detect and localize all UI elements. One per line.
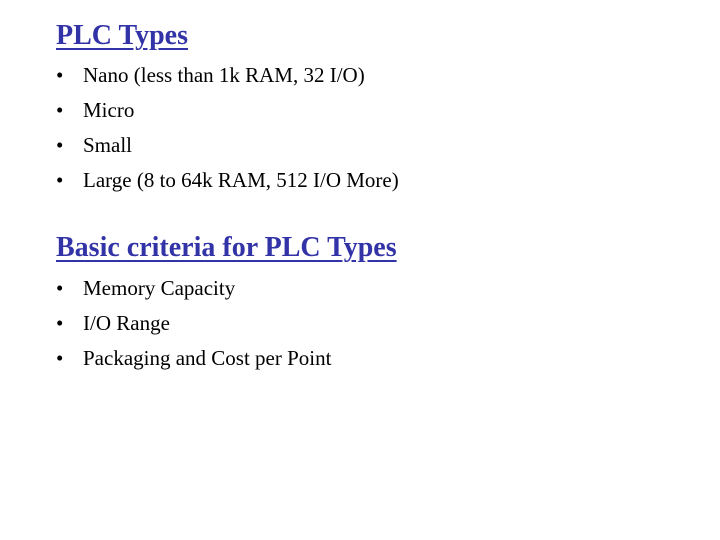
bullet-text: I/O Range: [83, 311, 170, 335]
bullet-icon: •: [56, 311, 64, 335]
bullet-text: Small: [83, 133, 133, 157]
bullet-text: Memory Capacity: [83, 276, 236, 300]
bullet-icon: •: [56, 133, 64, 157]
bullet-icon: •: [56, 346, 64, 370]
bullet-icon: •: [56, 98, 64, 122]
bullet-text: Large (8 to 64k RAM, 512 I/O More): [83, 168, 399, 192]
section-heading-plc-types: PLC Types: [56, 20, 188, 51]
bullet-text: Micro: [83, 98, 135, 122]
section-heading-basic-criteria: Basic criteria for PLC Types: [56, 232, 397, 263]
bullet-text: Packaging and Cost per Point: [83, 346, 332, 370]
bullet-icon: •: [56, 63, 64, 87]
bullet-text: Nano (less than 1k RAM, 32 I/O): [83, 63, 365, 87]
bullet-icon: •: [56, 276, 64, 300]
bullet-icon: •: [56, 168, 64, 192]
